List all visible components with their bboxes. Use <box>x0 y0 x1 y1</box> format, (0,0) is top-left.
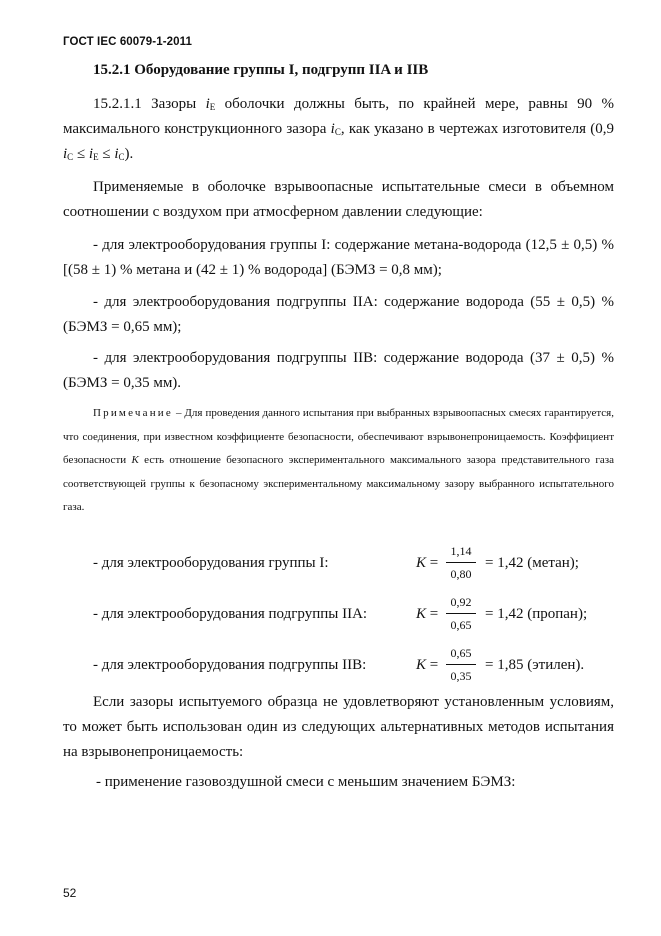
formula-row <box>93 593 613 639</box>
document-header: ГОСТ IEC 60079-1-2011 <box>63 36 192 48</box>
var: K <box>131 454 139 466</box>
numerator: 0,92 <box>450 595 472 609</box>
var: i <box>88 146 94 162</box>
formula-lhs <box>416 657 438 674</box>
fraction <box>445 644 477 685</box>
formula-row <box>93 644 613 690</box>
formula-label: - для электрооборудования группы I: <box>93 555 329 571</box>
var: i <box>114 146 119 162</box>
formula-lhs <box>416 606 438 623</box>
list-item: - для электрооборудования группы I: содержание метана-водорода (12,5 ± 0,5) % [(58 ± 1) % метана и (42 ± 1) % водорода] (БЭМЗ = 0,8 мм); <box>63 237 614 278</box>
var: K <box>416 657 427 673</box>
var: K <box>416 555 427 571</box>
text: 15.2.1.1 Зазоры <box>93 96 206 112</box>
note-text: – Для проведения данного испытания при выбранных взрывоопасных смесях гарантируется, что соединения, при известном коэффициенте безопасности, обеспечивают взрывонепроницаемость. Коэффициент безопасности <box>63 407 614 466</box>
subscript: E <box>93 152 99 162</box>
fraction-bar <box>446 562 476 563</box>
var: i <box>205 96 210 112</box>
paragraph-gaps <box>63 92 614 167</box>
var: i <box>330 121 335 137</box>
page-number: 52 <box>63 886 77 900</box>
numerator: 0,65 <box>450 646 472 660</box>
numerator: 1,14 <box>450 544 472 558</box>
text: ). <box>124 146 134 162</box>
paragraph-mixtures: Применяемые в оболочке взрывоопасные испытательные смеси в объемном соотношении с воздухом при атмосферном давлении следующие: <box>63 179 614 220</box>
text: оболочки должны быть, по крайней мере, равны 90 % максимального конструкционного зазора <box>63 96 614 137</box>
denominator: 0,35 <box>450 669 472 683</box>
denominator: 0,80 <box>450 567 472 581</box>
fraction-bar <box>446 664 476 665</box>
formula-lhs <box>416 555 438 572</box>
text: ≤ <box>98 146 115 162</box>
equals: = <box>426 657 439 673</box>
note-text: есть отношение безопасного экспериментального максимального зазора представительного газа соответствующей группы к безопасному экспериментальному максимальному зазору выбранного испытательного газа. <box>63 454 615 513</box>
text: ≤ <box>73 146 89 162</box>
formula-label: - для электрооборудования подгруппы IIB: <box>93 657 367 673</box>
subscript: C <box>118 152 125 162</box>
fraction-bar <box>446 613 476 614</box>
formula-result: = 1,42 (метан); <box>485 555 579 571</box>
formula-result: = 1,42 (пропан); <box>485 606 588 622</box>
subscript: C <box>334 127 341 137</box>
paragraph-alternatives: Если зазоры испытуемого образца не удовлетворяют установленным условиям, то может быть использован один из следующих альтернативных методов испытания на взрывонепроницаемость: <box>63 694 614 760</box>
fraction <box>445 593 477 634</box>
formula-row <box>93 542 613 588</box>
note-label: Примечание <box>93 407 173 419</box>
text: , как указано в чертежах изготовителя (0,9 <box>340 121 615 137</box>
list-item: - применение газовоздушной смеси с меньшим значением БЭМЗ: <box>96 774 516 790</box>
equals: = <box>426 606 439 622</box>
list-item: - для электрооборудования подгруппы IIB: содержание водорода (37 ± 0,5) % (БЭМЗ = 0,35 мм). <box>63 350 614 391</box>
subscript: E <box>209 102 216 112</box>
var: i <box>63 146 68 162</box>
formula-label: - для электрооборудования подгруппы IIA: <box>93 606 368 622</box>
list-item: - для электрооборудования подгруппы IIA: содержание водорода (55 ± 0,5) % (БЭМЗ = 0,65 мм); <box>63 294 614 335</box>
subscript: C <box>67 152 74 162</box>
note <box>63 402 614 520</box>
denominator: 0,65 <box>450 618 472 632</box>
section-title: 15.2.1 Оборудование группы I, подгрупп IIA и IIB <box>93 62 429 78</box>
fraction <box>445 542 477 583</box>
formula-result: = 1,85 (этилен). <box>485 657 585 673</box>
equals: = <box>426 555 439 571</box>
var: K <box>416 606 427 622</box>
